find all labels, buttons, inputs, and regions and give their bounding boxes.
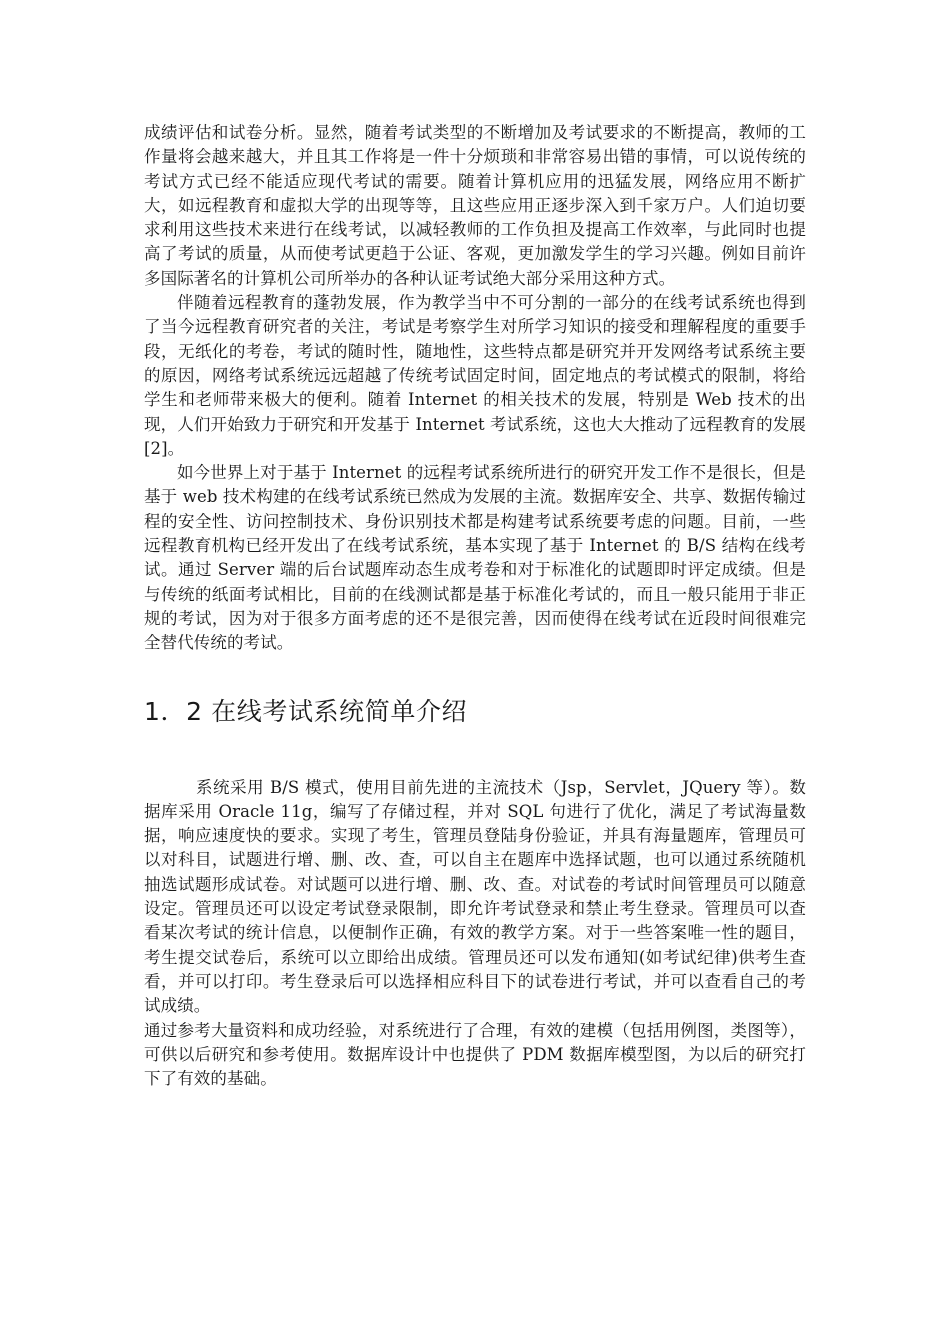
document-page — [144, 121, 806, 1091]
section-spacer — [144, 728, 806, 776]
paragraph-exam-workload: 成绩评估和试卷分析。显然，随着考试类型的不断增加及考试要求的不断提高，教师的工作量将会越来越大，并且其工作将是一件十分烦琐和非常容易出错的事情，可以说传统的考试方式已经不能适应现代考试的需要。随着计算机应用的迅猛发展，网络应用不断扩大，如远程教育和虚拟大学的出现等等，且这些应用正逐步深入到千家万户。人们迫切要求利用这些技术来进行在线考试，以减轻教师的工作负担及提高工作效率，与此同时也提高了考试的质量，从而使考试更趋于公证、客观，更加激发学生的学习兴趣。例如目前许多国际著名的计算机公司所举办的各种认证考试绝大部分采用这种方式。 — [144, 123, 806, 288]
paragraph-system-overview: 系统采用 B/S 模式，使用目前先进的主流技术（Jsp，Servlet，JQuery 等）。数据库采用 Oracle 11g，编写了存储过程，并对 SQL 句进行了优化，满足了考试海量数据，响应速度快的要求。实现了考生，管理员登陆身份验证，并具有海量题库，管理员可以对科目，试题进行增、删、改、查，可以自主在题库中选择试题，也可以通过系统随机抽选试题形成试卷。对试题可以进行增、删、改、查。对试卷的考试时间管理员可以随意设定。管理员还可以设定考试登录限制，即允许考试登录和禁止考生登录。管理员可以查看某次考试的统计信息，以便制作正确，有效的教学方案。对于一些答案唯一性的题目，考生提交试卷后，系统可以立即给出成绩。管理员还可以发布通知(如考试纪律)供考生查看，并可以打印。考生登录后可以选择相应科目下的试卷进行考试，并可以查看自己的考试成绩。 — [144, 777, 806, 1016]
paragraph-modeling: 通过参考大量资料和成功经验，对系统进行了合理，有效的建模（包括用例图，类图等），可供以后研究和参考使用。数据库设计中也提供了 PDM 数据库模型图，为以后的研究打下了有效的基础。 — [144, 1020, 806, 1089]
paragraph-distance-education: 伴随着远程教育的蓬勃发展，作为教学当中不可分割的一部分的在线考试系统也得到了当今远程教育研究者的关注，考试是考察学生对所学习知识的接受和理解程度的重要手段，无纸化的考卷，考试的随时性，随地性，这些特点都是研究并开发网络考试系统主要的原因，网络考试系统远远超越了传统考试固定时间，固定地点的考试模式的限制，将给学生和老师带来极大的便利。随着 Internet 的相关技术的发展，特别是 Web 技术的出现，人们开始致力于研究和开发基于 Internet 考试系统，这也大大推动了远程教育的发展[2]。 — [144, 293, 806, 458]
section-heading: 1．2 在线考试系统简单介绍 — [144, 696, 468, 726]
paragraph-current-research: 如今世界上对于基于 Internet 的远程考试系统所进行的研究开发工作不是很长，但是基于 web 技术构建的在线考试系统已然成为发展的主流。数据库安全、共享、数据传输过程的安全性、访问控制技术、身份识别技术都是构建考试系统要考虑的问题。目前，一些远程教育机构已经开发出了在线考试系统，基本实现了基于 Internet 的 B/S 结构在线考试。通过 Server 端的后台试题库动态生成考卷和对于标准化的试题即时评定成绩。但是与传统的纸面考试相比，目前的在线测试都是基于标准化考试的，而且一般只能用于非正规的考试，因为对于很多方面考虑的还不是很完善，因而使得在线考试在近段时间很难完全替代传统的考试。 — [144, 463, 806, 653]
